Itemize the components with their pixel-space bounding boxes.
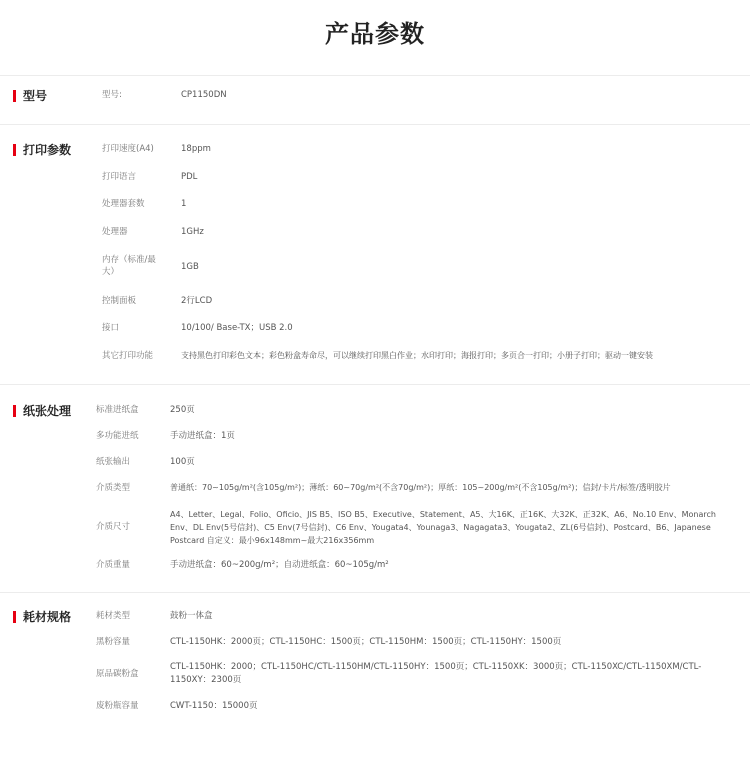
spec-value: 1GHz [181, 227, 204, 237]
spec-label: 其它打印功能 [102, 351, 154, 361]
spec-value: PDL [181, 172, 198, 182]
spec-value: A4、Letter、Legal、Folio、Oficio、JIS B5、ISO B5、Executive、Statement、A5、大16K、正16K、大32K、正32K、A6、No.10 Env、Monarch Env、DL Env(5号信封)、C5 Env(7号信封)、C6 Env、Yougata4、Younaga3、Nagagata3、Yougata2、ZL(6号信封)、Postcard、B6、Japanese Postcard 自定义：最小96x148mm~最大216x356mm [170, 510, 716, 545]
section-divider [0, 75, 750, 76]
spec-label: 耗材类型 [96, 611, 131, 621]
section-divider [0, 592, 750, 593]
section-title: 打印参数 [23, 143, 72, 157]
spec-value: CP1150DN [181, 90, 227, 100]
spec-value: 1 [181, 199, 187, 209]
spec-label: 型号: [102, 90, 122, 100]
section-marker [13, 90, 16, 102]
spec-value: 250页 [170, 405, 195, 415]
spec-label: 标准进纸盒 [96, 405, 139, 415]
spec-value: CTL-1150HK：2000页；CTL-1150HC：1500页；CTL-1150HM：1500页；CTL-1150HY：1500页 [170, 637, 562, 647]
spec-value: 鼓粉一体盒 [170, 611, 213, 621]
spec-label: 内存（标准/最大） [102, 255, 156, 277]
spec-label: 原品碳粉盒 [96, 669, 139, 679]
spec-label: 处理器 [102, 227, 128, 237]
page-title: 产品参数 [325, 20, 425, 48]
section-header-consumables [13, 608, 71, 625]
section-header-paper [13, 402, 71, 419]
spec-value: 2行LCD [181, 296, 213, 306]
spec-label: 多功能进纸 [96, 431, 139, 441]
spec-label: 打印速度(A4) [102, 144, 154, 154]
spec-value: 18ppm [181, 144, 211, 154]
spec-label: 废粉瓶容量 [96, 701, 139, 711]
section-divider [0, 384, 750, 385]
spec-label: 黑粉容量 [96, 637, 131, 647]
spec-label: 处理器套数 [102, 199, 145, 209]
spec-value: 手动进纸盒：60~200g/m²；自动进纸盒：60~105g/m² [170, 560, 389, 570]
spec-value: 1GB [181, 262, 199, 272]
spec-value: 支持黑色打印彩色文本；彩色粉盒寿命尽，可以继续打印黑白作业；水印打印；海报打印；多页合一打印；小册子打印；驱动一键安装 [181, 351, 653, 360]
spec-label: 接口 [102, 323, 120, 333]
section-header-print [13, 141, 71, 158]
spec-value: CWT-1150：15000页 [170, 701, 258, 711]
spec-value: CTL-1150HK：2000；CTL-1150HC/CTL-1150HM/CTL-1150HY：1500页；CTL-1150XK：3000页；CTL-1150XC/CTL-1150XM/CTL-1150XY：2300页 [170, 662, 702, 685]
spec-label: 打印语言 [102, 172, 137, 182]
section-title: 型号 [23, 89, 48, 103]
spec-value: 100页 [170, 457, 195, 467]
section-title: 纸张处理 [23, 404, 72, 418]
section-divider [0, 124, 750, 125]
spec-label: 介质类型 [96, 483, 131, 493]
spec-value: 普通纸：70~105g/m²(含105g/m²)；薄纸：60~70g/m²(不含70g/m²)；厚纸：105~200g/m²(不含105g/m²)；信封/卡片/标签/透明胶片 [170, 483, 671, 492]
section-marker [13, 405, 16, 417]
spec-value: 手动进纸盒：1页 [170, 431, 235, 441]
section-marker [13, 611, 16, 623]
section-title: 耗材规格 [23, 610, 72, 624]
section-marker [13, 144, 16, 156]
spec-label: 纸张输出 [96, 457, 131, 467]
spec-value: 10/100/ Base-TX；USB 2.0 [181, 323, 293, 333]
spec-label: 介质尺寸 [96, 522, 131, 532]
spec-label: 控制面板 [102, 296, 137, 306]
spec-label: 介质重量 [96, 560, 131, 570]
section-header-model [13, 87, 47, 104]
